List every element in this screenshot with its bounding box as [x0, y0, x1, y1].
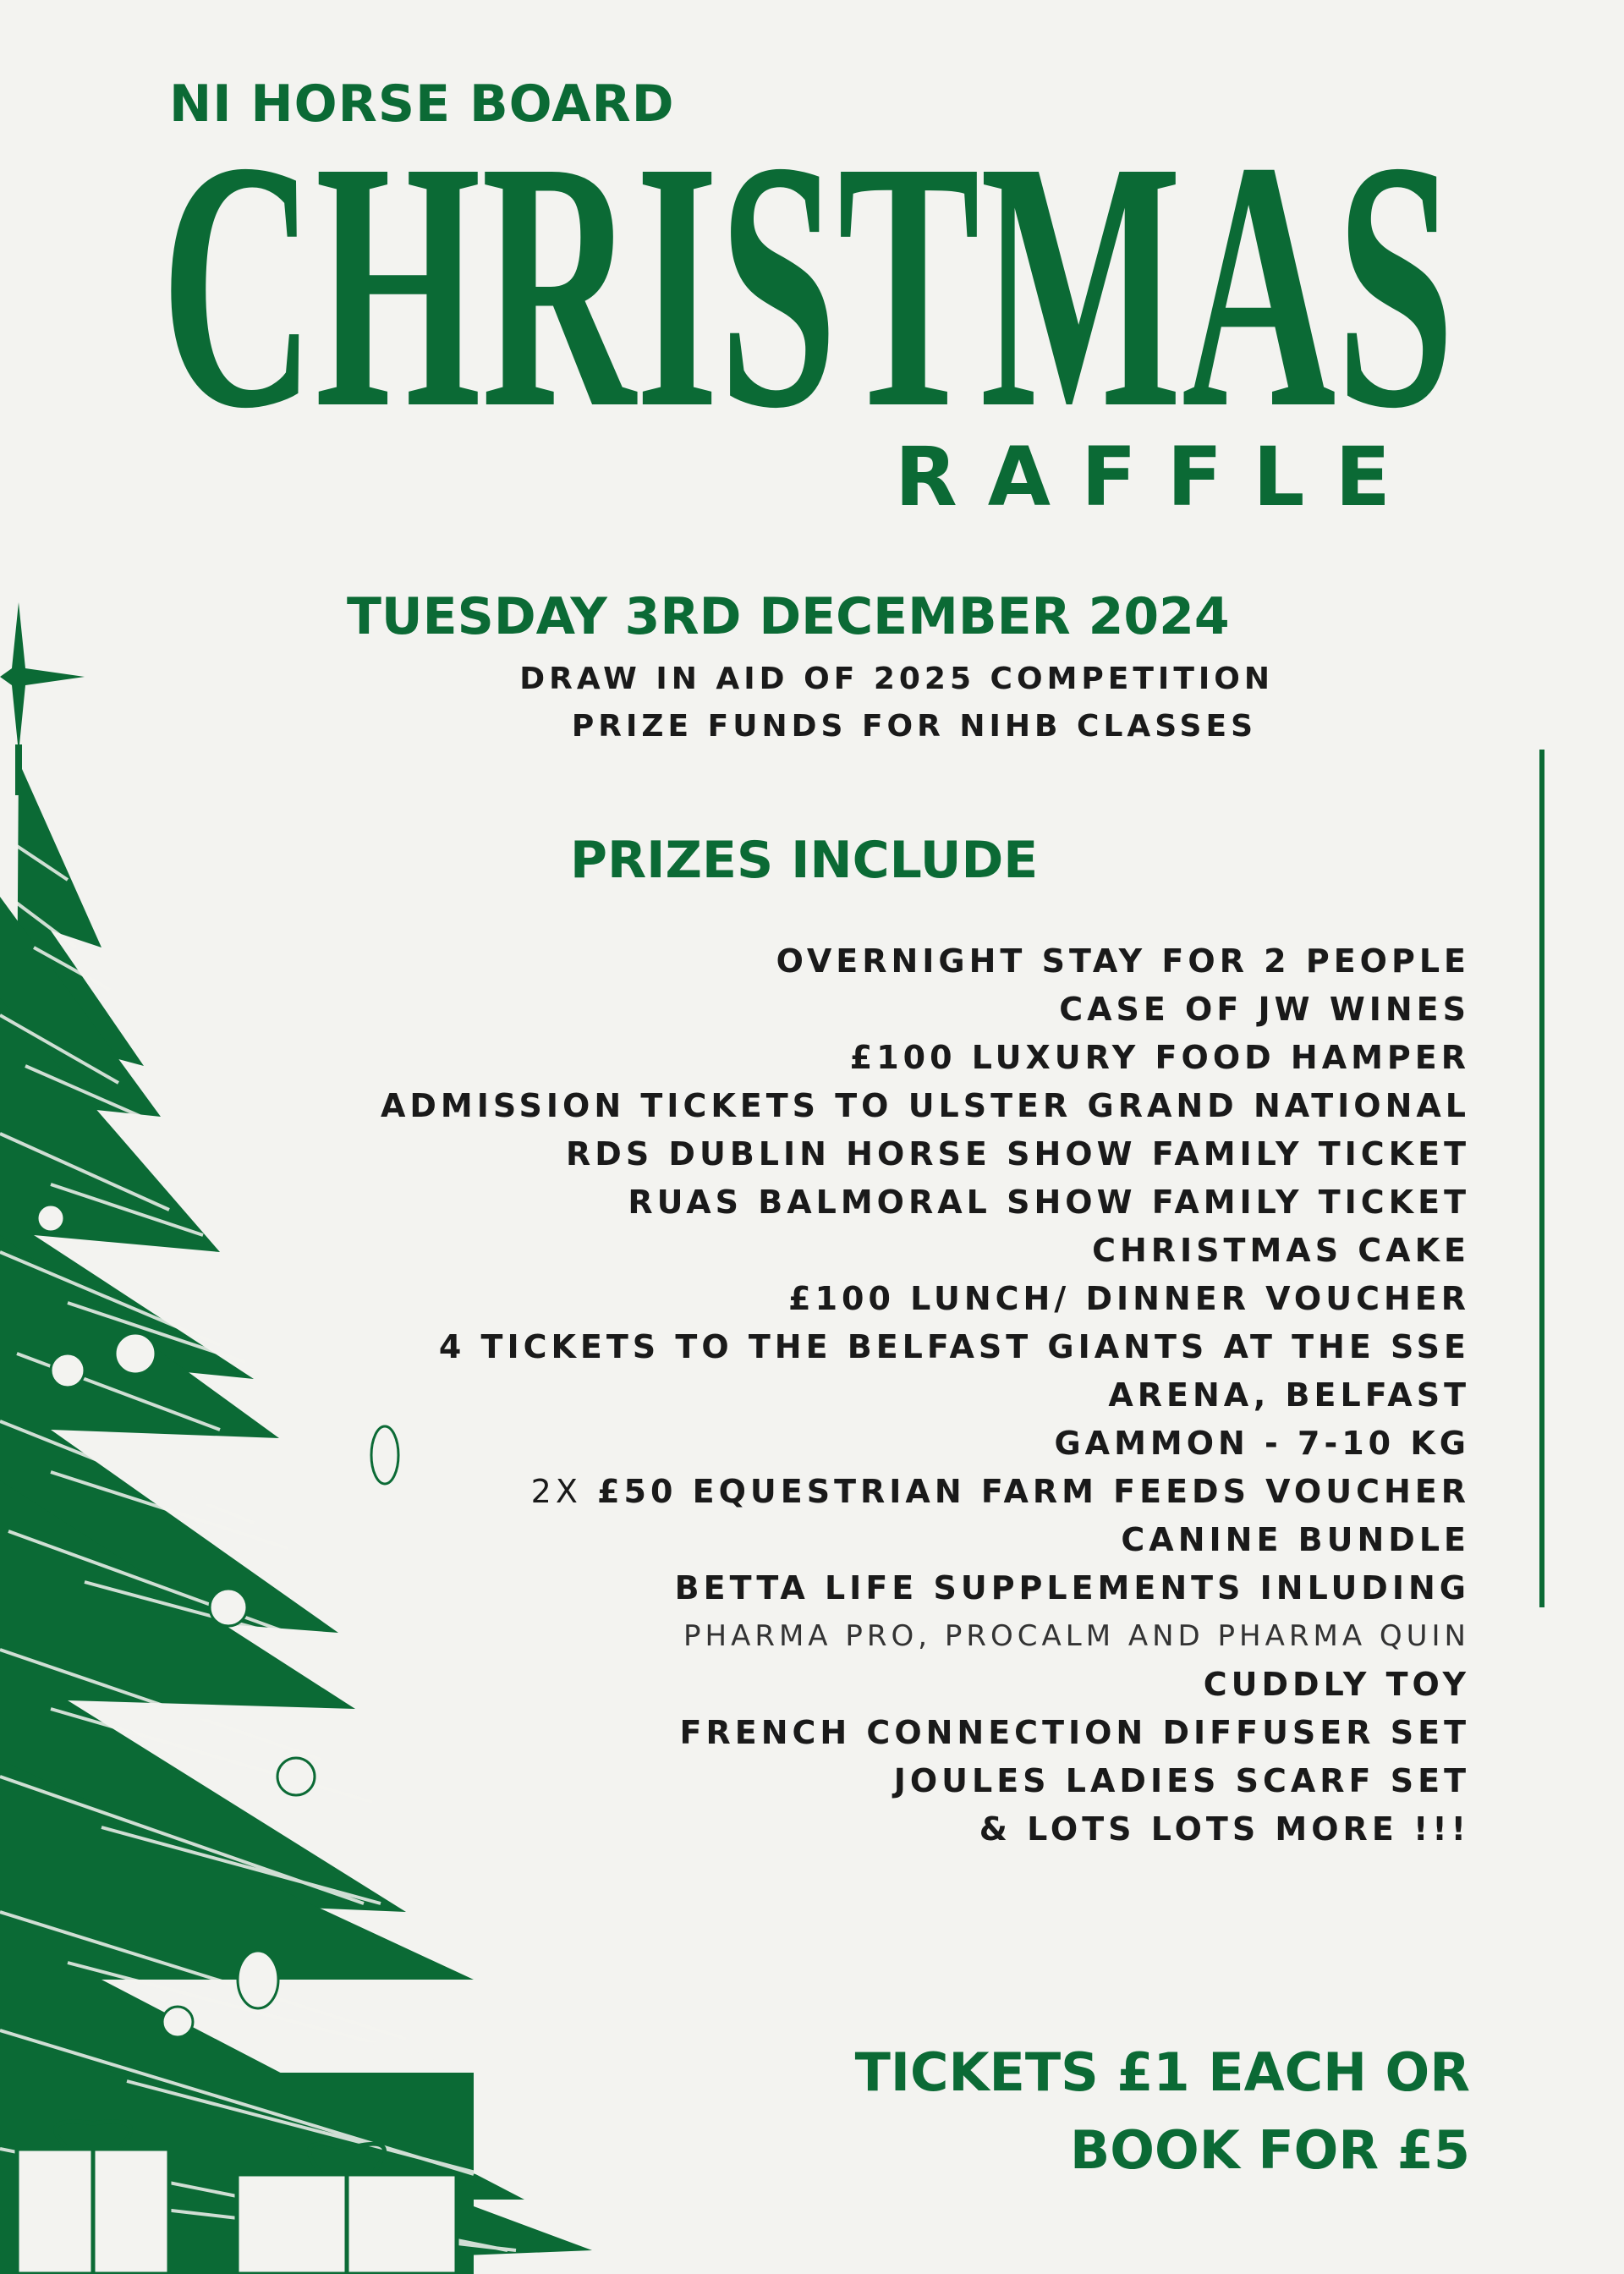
purpose-line-1: DRAW IN AID OF 2025 COMPETITION — [519, 662, 1274, 696]
prize-item: RUAS BALMORAL SHOW FAMILY TICKET — [628, 1184, 1470, 1221]
prize-item-betta-detail: PHARMA PRO, PROCALM AND PHARMA QUIN — [683, 1619, 1470, 1653]
ticket-price-line-1: TICKETS £1 EACH OR — [854, 2041, 1470, 2103]
purpose-line-2: PRIZE FUNDS FOR NIHB CLASSES — [571, 709, 1257, 744]
prize-item: FRENCH CONNECTION DIFFUSER SET — [679, 1714, 1470, 1751]
prize-list — [117, 937, 1470, 1854]
prize-item: CUDDLY TOY — [1203, 1666, 1470, 1703]
raffle-subtitle: RAFFLE — [894, 430, 1421, 525]
equestrian-text: £50 EQUESTRIAN FARM FEEDS VOUCHER — [597, 1473, 1470, 1510]
prize-item: RDS DUBLIN HORSE SHOW FAMILY TICKET — [566, 1135, 1470, 1173]
organization-name: NI HORSE BOARD — [169, 74, 675, 134]
prize-item: £100 LUXURY FOOD HAMPER — [849, 1039, 1470, 1076]
prize-item-betta: BETTA LIFE SUPPLEMENTS INLUDING — [674, 1569, 1470, 1607]
prize-item: £100 LUNCH/ DINNER VOUCHER — [788, 1280, 1470, 1317]
prize-item: JOULES LADIES SCARF SET — [893, 1762, 1470, 1799]
equestrian-prefix: 2X — [530, 1473, 582, 1510]
ticket-pricing — [855, 2034, 1470, 2189]
vertical-divider — [1539, 750, 1544, 1607]
prizes-heading: PRIZES INCLUDE — [570, 831, 1039, 890]
svg-text:CHRISTMAS: CHRISTMAS — [161, 118, 1455, 440]
raffle-title — [161, 118, 1455, 440]
prize-item: GAMMON - 7-10 KG — [1054, 1425, 1470, 1462]
prize-item-equestrian — [117, 1468, 1470, 1516]
star-tree-topper-icon — [0, 602, 85, 795]
event-date: TUESDAY 3RD DECEMBER 2024 — [347, 587, 1230, 646]
prize-item: CASE OF JW WINES — [1059, 991, 1470, 1028]
prize-item: ADMISSION TICKETS TO ULSTER GRAND NATIONAL — [380, 1087, 1470, 1124]
prize-item: OVERNIGHT STAY FOR 2 PEOPLE — [776, 942, 1470, 980]
ticket-price-line-2: BOOK FOR £5 — [1070, 2119, 1470, 2181]
prize-item: CHRISTMAS CAKE — [1092, 1232, 1470, 1269]
prize-item: CANINE BUNDLE — [1121, 1521, 1470, 1558]
prize-item: & LOTS LOTS MORE !!! — [979, 1810, 1470, 1848]
prize-item: ARENA, BELFAST — [1108, 1376, 1470, 1414]
prize-item: 4 TICKETS TO THE BELFAST GIANTS AT THE SSE — [438, 1328, 1470, 1365]
